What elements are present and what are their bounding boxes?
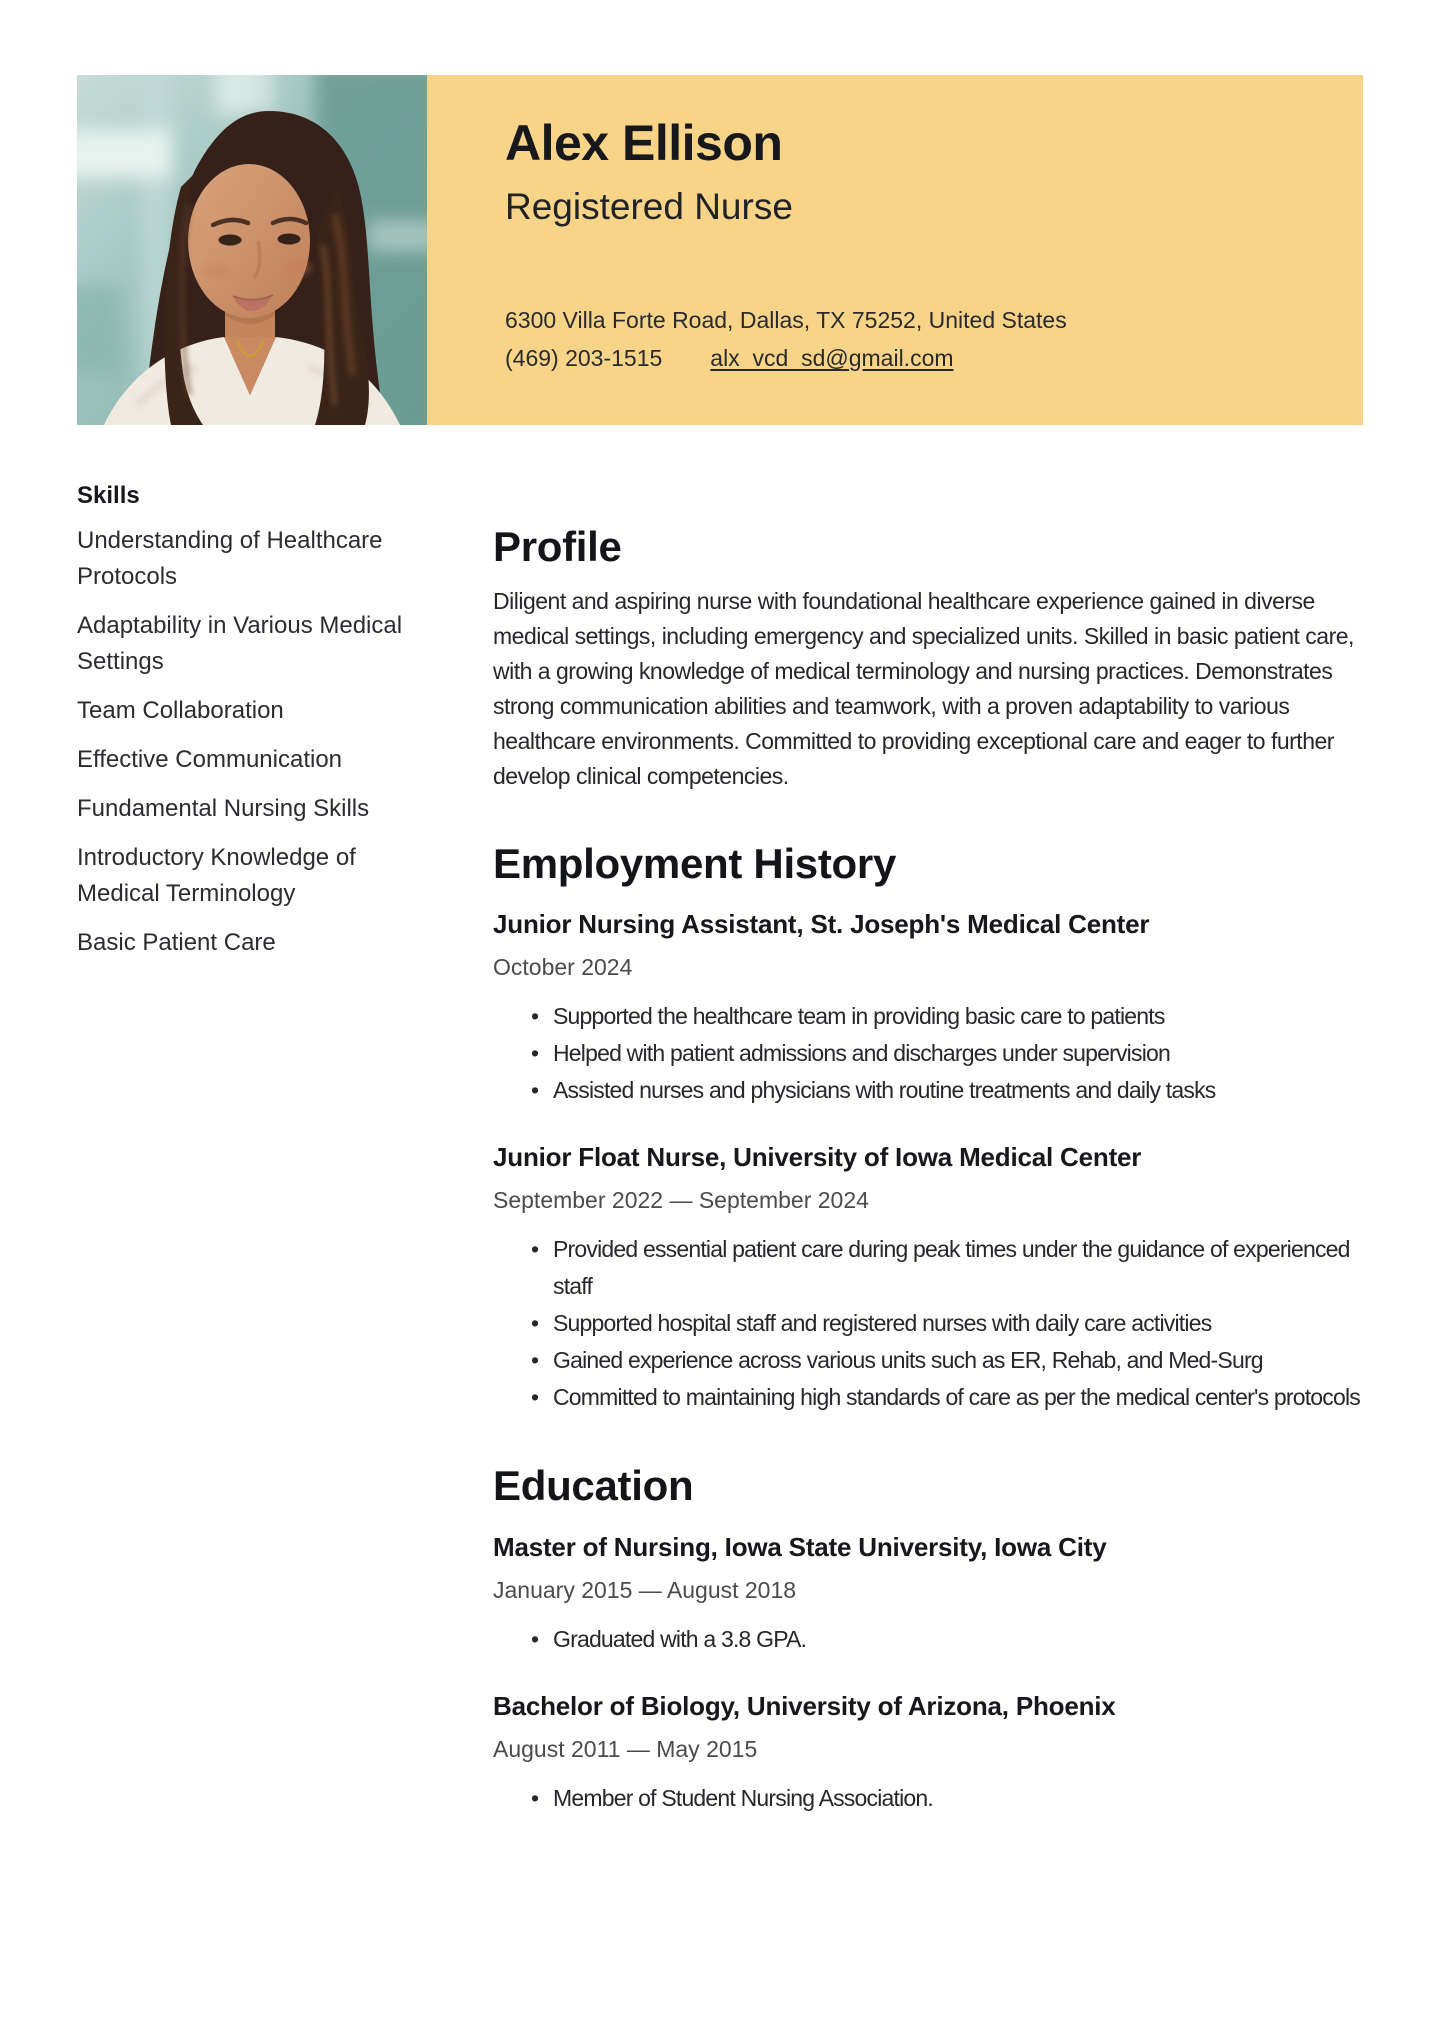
- contact-phone: (469) 203-1515: [505, 345, 663, 371]
- skill-item: Introductory Knowledge of Medical Terminology: [77, 844, 356, 907]
- entry-title: Junior Nursing Assistant, St. Joseph's Medical Center: [493, 909, 1150, 939]
- skills-list: [77, 523, 417, 961]
- entry-dates: October 2024: [493, 954, 633, 980]
- profile-heading: Profile: [493, 523, 622, 570]
- bullet-item: • Committed to maintaining high standards of care as per the medical center's protocols: [493, 1379, 1363, 1416]
- candidate-name: Alex Ellison: [505, 115, 783, 171]
- bullet-item: • Member of Student Nursing Association.: [493, 1780, 1363, 1817]
- profile-text: Diligent and aspiring nurse with foundational healthcare experience gained in diverse medical settings, including emergency and specialized units. Skilled in basic patient care, with a growing knowledge of medical terminology and nursing practices. Demonstrates strong communication abilities and teamwork, with a proven adaptability to various healthcare environments. Committed to providing exceptional care and eager to further develop clinical competencies.: [493, 587, 1354, 789]
- bullet-item: • Gained experience across various units such as ER, Rehab, and Med-Surg: [493, 1342, 1363, 1379]
- skill-item: Basic Patient Care: [77, 929, 276, 956]
- contact-address: 6300 Villa Forte Road, Dallas, TX 75252, United States: [505, 307, 1067, 333]
- skill-item: Adaptability in Various Medical Settings: [77, 612, 403, 675]
- profile-section: [493, 521, 1363, 794]
- bullet-item: • Graduated with a 3.8 GPA.: [493, 1621, 1363, 1658]
- contact-block: [505, 301, 1323, 377]
- skill-item: Team Collaboration: [77, 697, 284, 724]
- employment-entries: [493, 906, 1363, 1416]
- skill-item: Effective Communication: [77, 746, 343, 773]
- entry-dates: August 2011 — May 2015: [493, 1735, 758, 1762]
- bullet-item: • Supported hospital staff and registered nurses with daily care activities: [493, 1305, 1363, 1342]
- history-entry: [493, 1529, 1363, 1658]
- skill-item: Understanding of Healthcare Protocols: [77, 527, 383, 590]
- education-heading: Education: [493, 1462, 694, 1509]
- entry-dates: January 2015 — August 2018: [493, 1576, 797, 1603]
- portrait-illustration: [77, 75, 427, 425]
- main-column: [493, 481, 1363, 1817]
- header-spacer: [505, 229, 1323, 301]
- header: [77, 75, 1363, 425]
- education-section: [493, 1460, 1363, 1817]
- header-banner: [427, 75, 1363, 425]
- entry-title: Bachelor of Biology, University of Arizona, Phoenix: [493, 1690, 1116, 1721]
- bullet-item: • Assisted nurses and physicians with routine treatments and daily tasks: [493, 1072, 1363, 1109]
- contact-email-link[interactable]: alx_vcd_sd@gmail.com: [710, 345, 954, 371]
- entry-bullets: [493, 1231, 1363, 1416]
- bullet-item: • Provided essential patient care during peak times under the guidance of experienced staff: [493, 1231, 1363, 1305]
- bullet-item: • Helped with patient admissions and discharges under supervision: [493, 1035, 1363, 1072]
- skills-heading: Skills: [77, 482, 140, 509]
- entry-title: Master of Nursing, Iowa State University, Iowa City: [493, 1531, 1107, 1562]
- profile-photo: [77, 75, 427, 425]
- history-entry: [493, 1139, 1363, 1416]
- entry-title: Junior Float Nurse, University of Iowa Medical Center: [493, 1142, 1142, 1172]
- entry-dates: September 2022 — September 2024: [493, 1187, 869, 1213]
- education-entries: [493, 1529, 1363, 1817]
- employment-section: [493, 838, 1363, 1417]
- employment-heading: Employment History: [493, 839, 897, 887]
- candidate-job-title: Registered Nurse: [505, 185, 793, 227]
- entry-bullets: [493, 998, 1363, 1109]
- content-columns: [77, 481, 1363, 1817]
- history-entry: [493, 1688, 1363, 1817]
- history-entry: [493, 906, 1363, 1109]
- bullet-item: • Supported the healthcare team in providing basic care to patients: [493, 998, 1363, 1035]
- entry-bullets: [493, 1780, 1363, 1817]
- skill-item: Fundamental Nursing Skills: [77, 795, 370, 822]
- sidebar: [77, 481, 417, 1817]
- entry-bullets: [493, 1621, 1363, 1658]
- contact-row: [505, 339, 1323, 377]
